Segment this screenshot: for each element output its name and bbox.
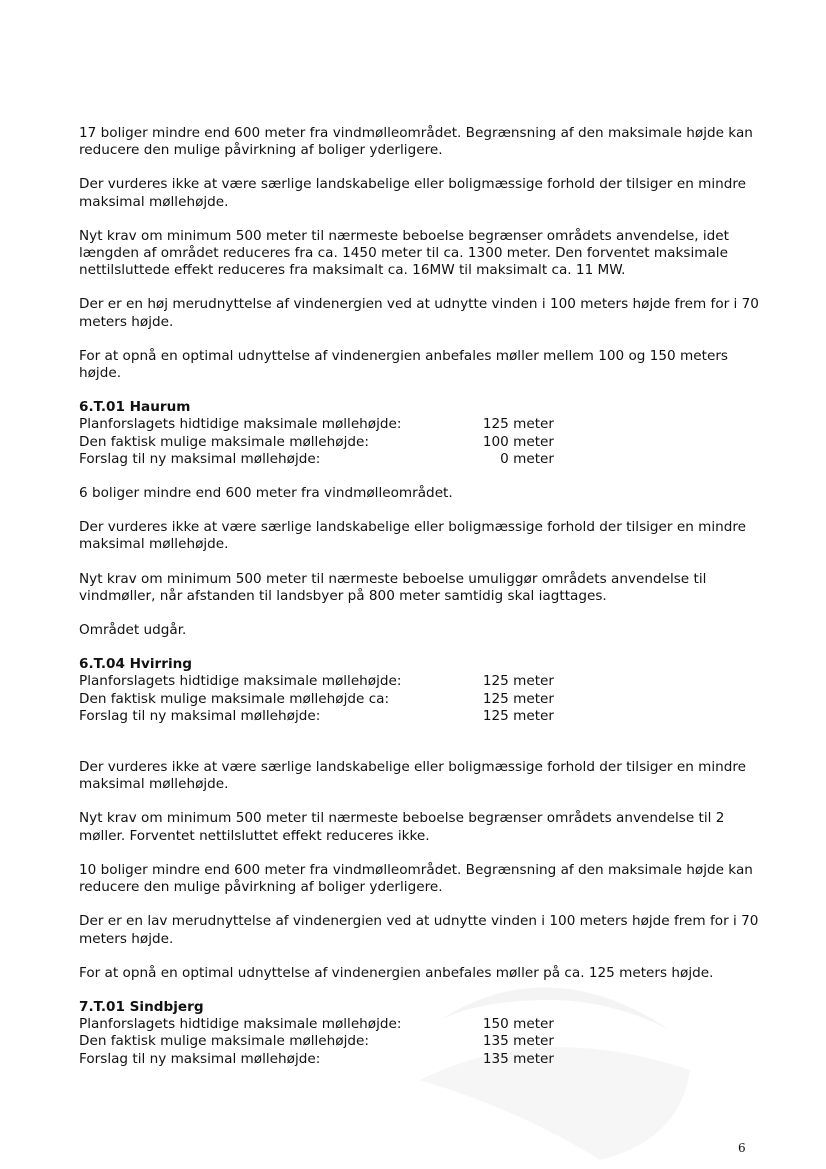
spec-label: Den faktisk mulige maksimale møllehøjde ca: (79, 690, 390, 707)
spec-row (79, 1051, 769, 1068)
spec-row (79, 691, 769, 708)
spec-row (79, 1033, 769, 1050)
spec-label: Planforslagets hidtidige maksimale møllehøjde: (79, 416, 402, 433)
section-title: 6.T.04 Hvirring (79, 656, 193, 673)
spec-row (79, 708, 769, 725)
spec-value: 135 meter (482, 1050, 554, 1067)
page-number: 6 (738, 1141, 746, 1155)
section-sindbjerg (79, 999, 769, 1068)
spec-value: 0 meter (500, 450, 554, 467)
spec-label: Forslag til ny maksimal møllehøjde: (79, 707, 321, 724)
intro-paragraph: Der vurderes ikke at være særlige landskabelige eller boligmæssige forhold der tilsiger en mindre maksimal møllehøjde. (79, 176, 747, 210)
intro-paragraph: 17 boliger mindre end 600 meter fra vindmølleområdet. Begrænsning af den maksimale højde kan reducere den mulige påvirkning af boliger yderligere. (79, 125, 753, 159)
intro-paragraph: Der er en høj merudnyttelse af vindenergien ved at udnytte vinden i 100 meters højde frem for i 70 meters højde. (79, 296, 759, 330)
spec-label: Forslag til ny maksimal møllehøjde: (79, 450, 321, 467)
spec-row (79, 416, 769, 433)
section-paragraph: 6 boliger mindre end 600 meter fra vindmølleområdet. (79, 485, 453, 502)
spec-row (79, 1016, 769, 1033)
section-paragraph: 10 boliger mindre end 600 meter fra vindmølleområdet. Begrænsning af den maksimale højde kan reducere den mulige påvirkning af boliger yderligere. (79, 861, 753, 896)
spec-value: 150 meter (482, 1016, 554, 1033)
section-paragraph: Området udgår. (79, 622, 187, 639)
spec-label: Planforslagets hidtidige maksimale møllehøjde: (79, 673, 402, 690)
section-title: 6.T.01 Haurum (79, 399, 191, 416)
height-spec-table (79, 673, 769, 725)
spec-value: 135 meter (482, 1033, 554, 1050)
intro-paragraph: Nyt krav om minimum 500 meter til nærmeste beboelse begrænser områdets anvendelse, idet længden af området reduceres fra ca. 1450 meter til ca. 1300 meter. Den forventet maksimale nettilsluttede effekt reduceres fra maksimalt ca. 16MW til maksimalt ca. 11 MW. (79, 227, 729, 279)
spec-value: 125 meter (482, 690, 554, 707)
section-paragraph: Der vurderes ikke at være særlige landskabelige eller boligmæssige forhold der tilsiger en mindre maksimal møllehøjde. (79, 519, 747, 553)
section-paragraph: Nyt krav om minimum 500 meter til nærmeste beboelse umuliggør områdets anvendelse til vindmøller, når afstanden til landsbyer på 800 meter samtidig skal iagttages. (79, 570, 707, 604)
page-content (79, 125, 769, 1085)
section-paragraph: Nyt krav om minimum 500 meter til nærmeste beboelse begrænser områdets anvendelse til 2 møller. Forventet nettilsluttet effekt reduceres ikke. (79, 810, 725, 844)
spec-row (79, 434, 769, 451)
section-hvirring (79, 656, 769, 982)
spec-row (79, 451, 769, 468)
spec-label: Den faktisk mulige maksimale møllehøjde: (79, 1033, 369, 1050)
height-spec-table (79, 1016, 769, 1068)
spec-label: Forslag til ny maksimal møllehøjde: (79, 1050, 321, 1067)
spec-row (79, 673, 769, 690)
section-paragraph: For at opnå en optimal udnyttelse af vindenergien anbefales møller på ca. 125 meters højde. (79, 964, 714, 981)
spec-value: 100 meter (482, 433, 554, 450)
spec-value: 125 meter (482, 673, 554, 690)
height-spec-table (79, 416, 769, 468)
section-haurum (79, 399, 769, 639)
section-paragraph: Der vurderes ikke at være særlige landskabelige eller boligmæssige forhold der tilsiger en mindre maksimal møllehøjde. (79, 759, 747, 793)
intro-paragraph: For at opnå en optimal udnyttelse af vindenergien anbefales møller mellem 100 og 150 meters højde. (79, 347, 728, 382)
spec-label: Den faktisk mulige maksimale møllehøjde: (79, 433, 369, 450)
spec-value: 125 meter (482, 707, 554, 724)
spec-label: Planforslagets hidtidige maksimale møllehøjde: (79, 1016, 402, 1033)
section-paragraph: Der er en lav merudnyttelse af vindenergien ved at udnytte vinden i 100 meters højde frem for i 70 meters højde. (79, 913, 759, 947)
section-title: 7.T.01 Sindbjerg (79, 998, 204, 1015)
spec-value: 125 meter (482, 416, 554, 433)
